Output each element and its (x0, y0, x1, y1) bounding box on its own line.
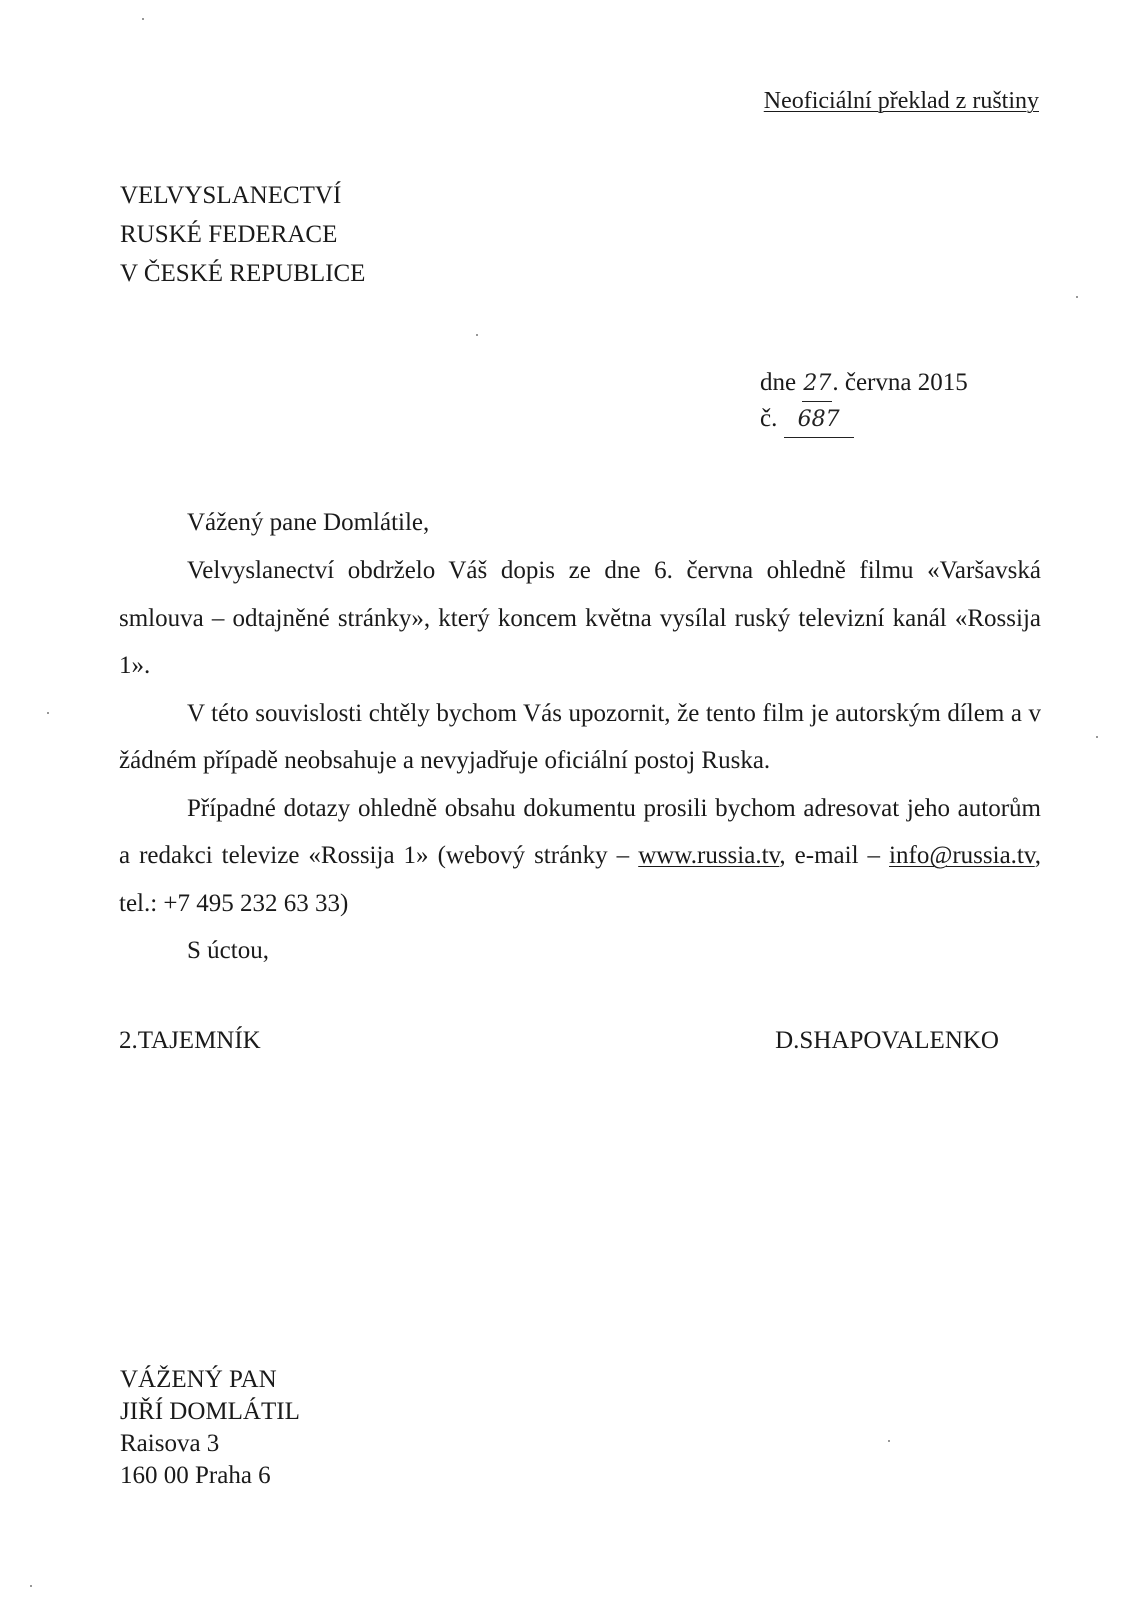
date-prefix: dne (760, 369, 797, 396)
paragraph-3-start: Případné dotazy ohledně obsahu dokumentu prosili bychom adresovat jeho autorům a redakci televize «Rossija 1» (webový stránky – (119, 794, 1041, 869)
paragraph-3 (119, 785, 1041, 928)
scan-speck (1076, 296, 1078, 298)
recipient-address (120, 1364, 300, 1492)
number-prefix: č. (760, 405, 778, 432)
recipient-line: VÁŽENÝ PAN (120, 1366, 277, 1393)
recipient-line: 160 00 Praha 6 (120, 1462, 271, 1489)
handwritten-number: 687 (784, 403, 854, 438)
paragraph-2: V této souvislosti chtěly bychom Vás upozornit, že tento film je autorským dílem a v žádném případě neobsahuje a nevyjadřuje oficiální postoj Ruska. (119, 699, 1041, 774)
paragraph-3-mid: , e-mail – (779, 842, 890, 869)
website-link[interactable]: www.russia.tv (638, 842, 780, 869)
scan-speck (476, 334, 478, 336)
email-link[interactable]: info@russia.tv (889, 842, 1035, 869)
letter-body (119, 547, 1041, 975)
recipient-line: JIŘÍ DOMLÁTIL (120, 1398, 300, 1425)
salutation: Vážený pane Domlátile, (187, 509, 430, 536)
sender-line: RUSKÉ FEDERACE (120, 221, 338, 248)
recipient-line: Raisova 3 (120, 1430, 220, 1457)
scan-speck (47, 712, 49, 714)
translation-note: Neoficiální překlad z ruštiny (763, 88, 1039, 114)
scan-speck (30, 1585, 32, 1587)
paragraph-1: Velvyslanectví obdrželo Váš dopis ze dne 6. června ohledně filmu «Varšavská smlouva – odtajněné stránky», který koncem května vysílal ruský televizní kanál «Rossija 1». (119, 557, 1041, 679)
sender-block (120, 176, 365, 293)
signatory-name: D.SHAPOVALENKO (775, 1027, 999, 1054)
signatory-title: 2.TAJEMNÍK (119, 1027, 261, 1054)
date-suffix: . června 2015 (832, 369, 968, 396)
sender-line: VELVYSLANECTVÍ (120, 182, 342, 209)
reference-number-line (760, 402, 968, 438)
scan-speck (142, 18, 144, 20)
paragraph-3-end: , tel.: +7 495 232 63 33) (119, 842, 1041, 917)
sender-line: V ČESKÉ REPUBLICE (120, 260, 366, 287)
date-reference-block (760, 366, 968, 438)
date-line (760, 366, 968, 402)
handwritten-day: 27 (802, 367, 832, 402)
scan-speck (888, 1440, 890, 1442)
scan-speck (1096, 736, 1098, 738)
closing: S úctou, (187, 937, 269, 964)
